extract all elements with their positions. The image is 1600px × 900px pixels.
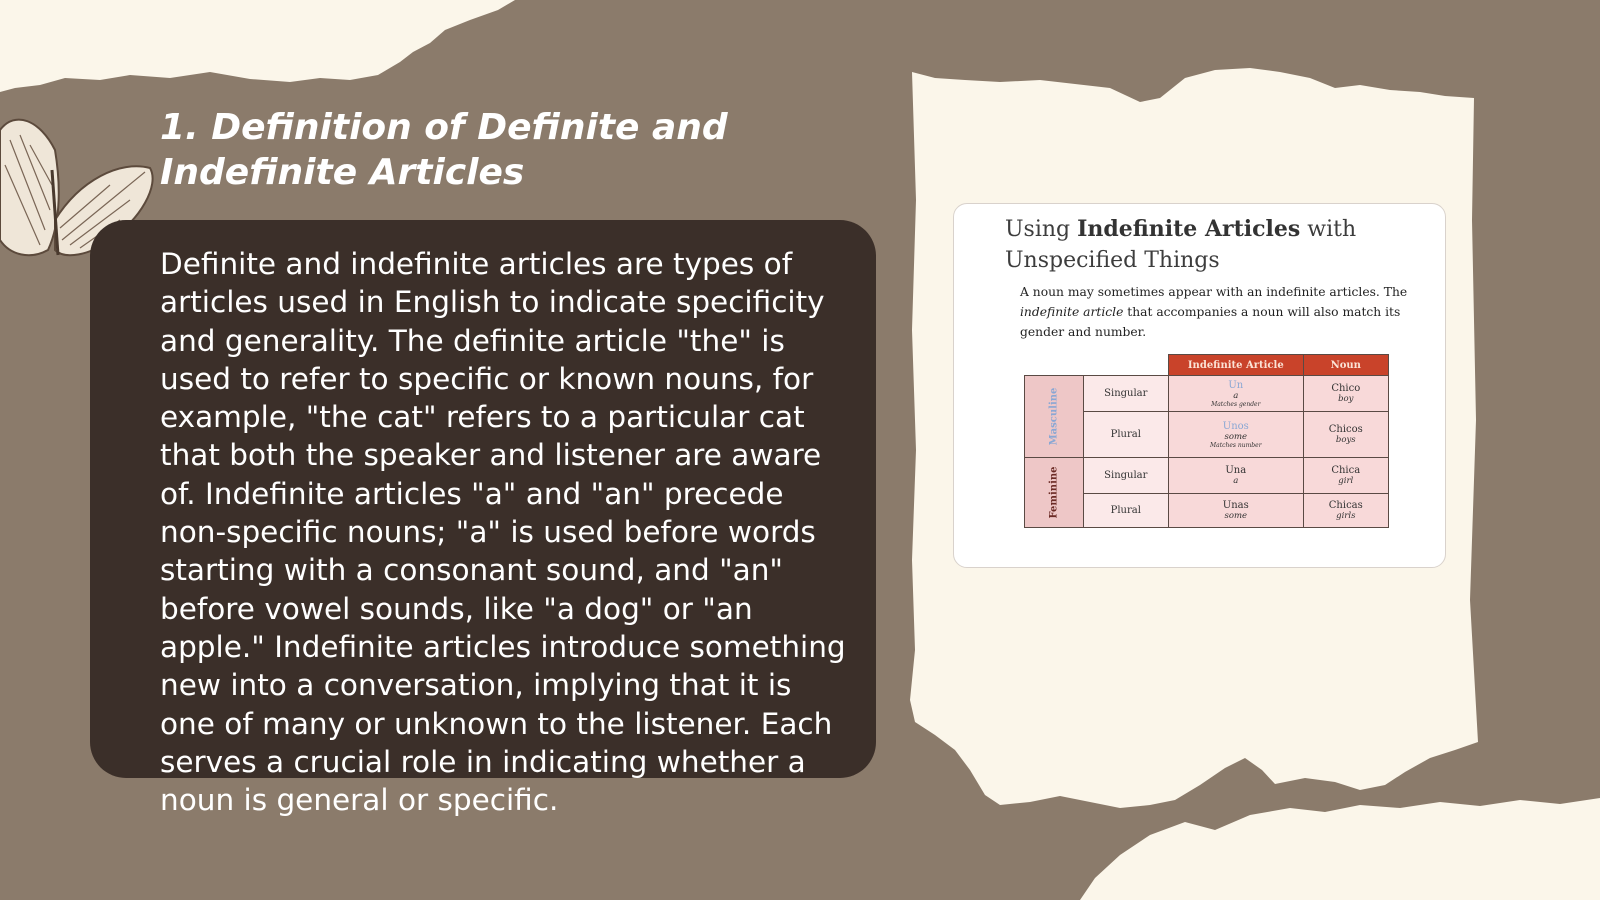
torn-paper-bottom-right [1080, 798, 1600, 900]
match-note: Matches gender [1211, 400, 1261, 408]
card-title-part2: with Unspecified Things [1005, 217, 1357, 273]
article-translation: some [1224, 511, 1248, 521]
body-text: Definite and indefinite articles are types of articles used in English to indicate specificity and generality. The definite article "the" is used to refer to specific or known nouns, for example, "the cat" refers to a particular cat that both the speaker and listener are aware of. Indefinite articles "a" and "an" precede non-specific nouns; "a" is used before words starting with a consonant sound, and "an" before vowel sounds, like "a dog" or "an apple." Indefinite articles introduce something new into a conversation, implying that it is one of many or unknown to the listener. Each serves a crucial role in indicating whether a noun is general or specific. [160, 247, 846, 818]
table-row [1025, 458, 1389, 494]
article-word: Una [1225, 465, 1247, 476]
card-desc-part1: A noun may sometimes appear with an indefinite articles. The [1020, 285, 1408, 299]
noun-translation: boy [1338, 394, 1354, 404]
noun-word: Chicos [1328, 424, 1363, 435]
torn-paper-top-left [0, 0, 515, 92]
table-row [1025, 376, 1389, 412]
grammar-image-card [953, 203, 1446, 568]
slide-title: 1. Definition of Definite and Indefinite Articles [160, 107, 728, 193]
noun-word: Chicas [1328, 500, 1363, 511]
article-cell [1168, 376, 1303, 412]
noun-cell [1303, 458, 1388, 494]
noun-cell [1303, 376, 1388, 412]
row-label: Singular [1083, 376, 1168, 412]
noun-word: Chica [1331, 465, 1361, 476]
card-title-bold: Indefinite Articles [1077, 216, 1301, 242]
article-translation: a [1233, 476, 1239, 486]
row-label: Singular [1083, 458, 1168, 494]
match-note: Matches number [1209, 441, 1262, 449]
noun-cell [1303, 412, 1388, 458]
table-header-article: Indefinite Article [1168, 355, 1303, 376]
card-desc-part2: that accompanies a noun will also match its gender and number. [1020, 305, 1401, 339]
card-description [1020, 282, 1425, 342]
card-title-part1: Using [1005, 217, 1078, 242]
article-word: Un [1228, 379, 1244, 391]
noun-translation: boys [1335, 435, 1356, 445]
article-translation: a [1233, 390, 1239, 401]
articles-table [1024, 354, 1389, 528]
section-masculine [1025, 376, 1084, 458]
table-header-noun: Noun [1303, 355, 1388, 376]
article-word: Unos [1222, 420, 1249, 432]
article-word: Unas [1222, 500, 1249, 511]
article-cell [1168, 494, 1303, 528]
article-cell [1168, 412, 1303, 458]
noun-translation: girls [1336, 511, 1356, 521]
row-label: Plural [1083, 494, 1168, 528]
card-title [1005, 214, 1425, 276]
row-label: Plural [1083, 412, 1168, 458]
table-header-blank [1025, 355, 1169, 376]
section-label: Feminine [1048, 466, 1060, 519]
article-cell [1168, 458, 1303, 494]
card-desc-italic: indefinite article [1020, 305, 1124, 319]
table-header-row [1025, 355, 1389, 376]
section-label: Masculine [1048, 387, 1060, 446]
noun-cell [1303, 494, 1388, 528]
noun-translation: girl [1338, 476, 1354, 486]
article-translation: some [1224, 431, 1248, 442]
noun-word: Chico [1331, 383, 1361, 394]
section-feminine [1025, 458, 1084, 528]
